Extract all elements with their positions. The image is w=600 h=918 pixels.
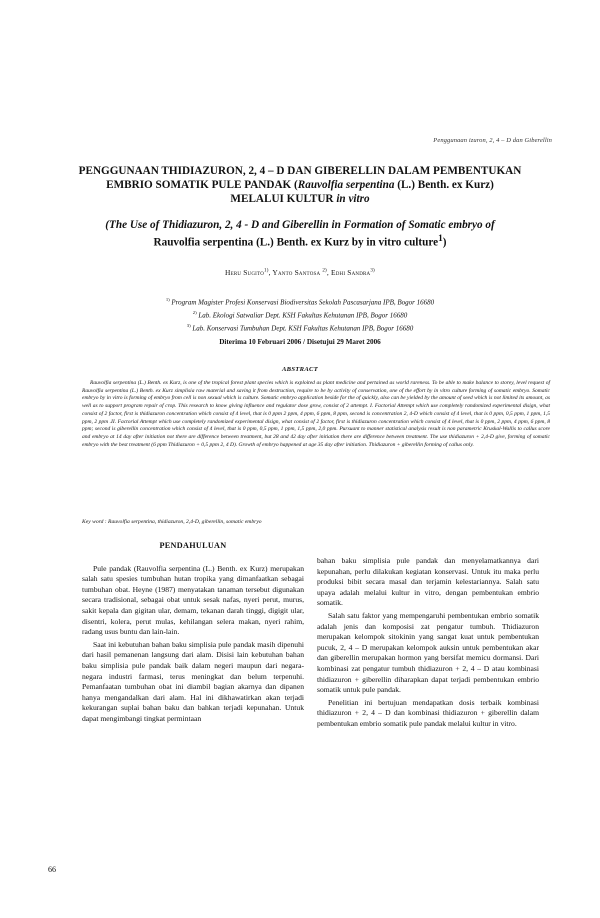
author-3: , Edhi Sandra [326,268,371,277]
title-line-3-b: in vitro [336,193,370,205]
affiliations [60,295,540,334]
subtitle-line-2 [60,232,540,250]
running-head: Penggunaan izuron, 2, 4 – D dan Giberellin [433,137,552,144]
affiliation-3-mark: 3) [186,322,191,328]
article-title [60,164,540,206]
affiliation-1-text: Program Magister Profesi Konservasi Biodiversitas Sekolah Pascasarjana IPB, Bogor 16680 [169,298,435,307]
abstract-heading: ABSTRACT [281,366,319,373]
left-column [82,541,304,725]
subtitle-line-1: (The Use of Thidiazuron, 2, 4 - D and Giberellin in Formation of Somatic embryo of [105,219,495,231]
title-line-2-b: (L.) Benth. ex Kurz) [394,179,494,191]
affiliation-1-mark: 1) [165,297,170,302]
received-accepted-dates: Diterima 10 Februari 2006 / Disetujui 29 Maret 2006 [219,338,381,346]
paragraph-4: Salah satu faktor yang mempengaruhi pembentukan embrio somatik adalah jenis dan komposisi zat pengatur tumbuh. Thidiazuron merupakan kelompok sitokinin yang sangat kuat untuk pembentukan pucuk, 2, 4 – D merupakan kelompok auksin untuk pembentukan akar dan giberellin merupakan hormon yang bersifat memicu dormansi. Dari kombinasi zat pengatur tumbuh thidiazuron + 2, 4 – D atau kombinasi thidiazuron + giberellin diharapkan dapat terjadi pembentukan embrio somatik untuk pule pandak. [317,610,539,695]
english-title [60,218,540,250]
title-line-3-a: MELALUI KULTUR [230,193,337,205]
paragraph-2: Saat ini kebutuhan bahan baku simplisia pule pandak masih dipenuhi dari hasil pemanenan langsung dari alam. Disisi lain kebutuhan bahan baku simplisia pule pandak baik dalam negeri maupun dari negara-negara industri farmasi, terus meningkat dan belum terpenuhi. Pemanfaatan tumbuhan obat ini diambil bagian akarnya dan dipanen hanya mengandalkan dari alam. Hal ini dikhawatirkan akan terjadi kekurangan suplai bahan baku dan bahkan terjadi kepunahan. Untuk dapat mengimbangi tingkat permintaan [82,639,304,723]
affiliation-2-mark: 2) [192,309,197,315]
page-number: 66 [48,865,56,874]
affiliation-3 [60,321,540,334]
affiliation-1 [60,295,540,308]
author-2-mark: 2) [322,268,327,274]
subtitle-footnote-mark: 1 [438,234,443,244]
subtitle-line-2-a: Rauvolfia serpentina (L.) Benth. ex Kurz by in vitro culture [153,236,439,249]
abstract-text: Rauvolfia serpentina (L.) Benth. ex Kurz, is one of the tropical forest plant species which is exploited as plant medicine and pertained as world rareness. To be able to make balance to storey, level request of Rauvolfia serpentina (L.) Benth. ex Kurz simplisia raw material and saving it from destruction, require to be by activity of conservation, one of the effort by in vitro culture forming of somatic embryo. Somatic embryo by in vitro is forming of embryo from cell is non sexual which is culture. Somatic embryo application beside for the of quickly, also can be yielded by the amount of seed which is not limited its amount, as well as to support program repair of crop. This research to know giving influence and regulator dose grow, consist of 2 attempt. I. Factorial Attempt which use completely randomized experimental disign, what consist of 2 factor, first is thidiazuron concentration which consist of 4 level, that is 0 ppm 2 ppm, 4 ppm, 6 ppm, 8 ppm, second is concentration 2, 4-D which consist of 4 level, that is 0 ppm, 0,5 ppm, 1 ppm, 1,5 ppm, 2 ppm .II. Factorial Attempt which use completely randomized experimental disign, what consist of 2 factor, first is thidiazuron concentration which consist of 4 level, that is 0 ppm, 2 ppm, 4 ppm, 6 ppm, 8 ppm; second is giberellin concentration which consist of 4 level, that is 0 ppm, 0,5 ppm, 1 ppm, 1,5 ppm, 2,0 ppm. Pursuant to manner statistical analysis result is non parametric Kruskal-Wallis to callus score and embryo at 14 day after initiation not there are difference between treatment, but 28 and 42 day after initiation there are difference between treatment. The use thidiazuron + 2,4-D give, forming of somatic embryo with the best treatment (6 ppm Thidiazuron + 0,5 ppm 2, 4 D). Growth of embryo happened at age 35 day after initiation. Thidiazuron + giberellin forming of callus only. [82,380,550,448]
author-1: Heru Sugito [225,268,265,277]
author-1-mark: 1) [264,268,269,274]
keywords: Key word : Rauvolfia serpentina, thidiazuron, 2,4-D, giberellin, somatic embryo [82,519,262,525]
title-block [60,164,540,250]
author-2: , Yanto Santosa [268,268,323,277]
title-species: Rauvolfia serpentina [297,179,395,191]
subtitle-line-2-b: ) [442,236,447,249]
right-column [317,556,539,730]
paragraph-3: bahan baku simplisia pule pandak dan menyelamatkannya dari kepunahan, perlu dilakukan kegiatan konservasi. Untuk itu maka perlu produksi bibit secara masal dan terjamin kelestariannya. Salah satu upaya adalah melalui kultur in vitro, dengan pembentukan embrio somatik. [317,556,539,608]
author-3-mark: 3) [370,268,375,274]
title-line-1: PENGGUNAAN THIDIAZURON, 2, 4 – D DAN GIBERELLIN DALAM PEMBENTUKAN [78,165,522,177]
affiliation-3-text: Lab. Konservasi Tumbuhan Dept. KSH Fakultas Kehutanan IPB, Bogor 16680 [190,324,414,333]
affiliation-2 [60,308,540,321]
section-heading: PENDAHULUAN [159,541,227,550]
title-line-3 [60,192,540,206]
author-list [60,268,540,277]
title-line-2-a: EMBRIO SOMATIK PULE PANDAK ( [106,179,298,191]
paragraph-1: Pule pandak (Rauvolfia serpentina (L.) Benth. ex Kurz) merupakan salah satu spesies tumbuhan hutan tropika yang dimanfaatkan sebagai tumbuhan obat. Heyne (1987) menyatakan tanaman tersebut digunakan secara tradisional, sebagai obat untuk sesak nafas, nyeri perut, murus, sakit kepala dan gigitan ular, demam, tekanan darah tinggi, digigit ular, disentri, kolera, perut mulas, kehilangan selera makan, nyeri rahim, radang usus buntu dan lain-lain. [82,563,304,637]
affiliation-2-text: Lab. Ekologi Satwaliar Dept. KSH Fakultas Kehutanan IPB, Bogor 16680 [196,311,408,320]
paragraph-5: Penelitian ini bertujuan mendapatkan dosis terbaik kombinasi thidiazuron + 2, 4 – D dan kombinasi thidiazuron + giberellin dalam pembentukan embrio somatik pule pandak melalui kultur in vitro. [317,697,539,728]
title-line-2 [60,178,540,192]
